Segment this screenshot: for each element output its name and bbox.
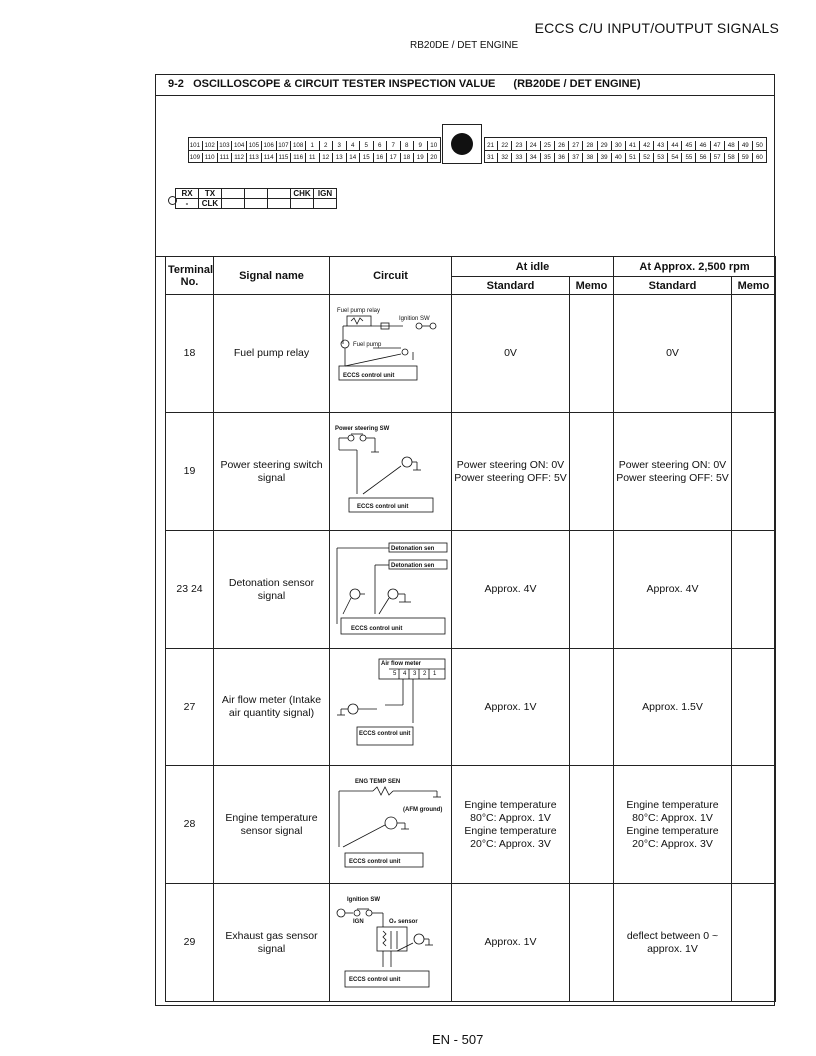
circuit-label: Power steering SW — [334, 425, 389, 432]
table-row — [166, 766, 776, 884]
connector-pin: 108 — [291, 141, 306, 150]
section-title — [168, 78, 641, 90]
header-signal: Signal name — [214, 257, 330, 295]
table-row — [166, 531, 776, 649]
signal-name: Exhaust gas sensor signal — [214, 884, 330, 1002]
connector-pin: 56 — [696, 153, 710, 162]
connector-row — [188, 141, 306, 150]
rpm-memo — [732, 531, 776, 649]
circuit-label: (AFM ground) — [402, 806, 442, 813]
circuit-diagram — [330, 649, 452, 766]
connector-pin: 57 — [711, 153, 725, 162]
signal-name: Power steering switch signal — [214, 413, 330, 531]
terminal-no: 28 — [166, 766, 214, 884]
idle-standard: Engine temperature 80°C: Approx. 1V Engine temperature 20°C: Approx. 3V — [452, 766, 570, 884]
connector-pin: 55 — [682, 153, 696, 162]
circuit-label: Air flow meter — [380, 661, 421, 667]
engine-temp-circuit-icon — [333, 775, 449, 875]
connector-pin: 3 — [333, 141, 347, 150]
connector-pin: 60 — [753, 153, 767, 162]
connector-pin: 21 — [484, 141, 498, 150]
header-idle-standard: Standard — [452, 277, 570, 295]
connector-pin: 12 — [320, 153, 334, 162]
idle-memo — [570, 295, 614, 413]
connector-row — [484, 153, 626, 162]
circuit-diagram — [330, 295, 452, 413]
connector-pin: 16 — [374, 153, 388, 162]
circuit-label: Ignition SW — [398, 315, 430, 322]
title-divider — [155, 95, 775, 96]
connector-pin: 5 — [360, 141, 374, 150]
connector-pin: 51 — [626, 153, 640, 162]
connector-pin: 28 — [583, 141, 597, 150]
connector-pin: 29 — [598, 141, 612, 150]
header-idle: At idle — [452, 257, 614, 277]
connector-pin: 19 — [414, 153, 428, 162]
connector-pin: 58 — [725, 153, 739, 162]
idle-memo — [570, 884, 614, 1002]
terminal-no: 19 — [166, 413, 214, 531]
connector-pin: 10 — [428, 141, 442, 150]
terminal-no: 23 24 — [166, 531, 214, 649]
connector-pin: 111 — [218, 153, 233, 162]
terminal-no: 29 — [166, 884, 214, 1002]
connector-pin: 107 — [277, 141, 292, 150]
rpm-standard: Power steering ON: 0V Power steering OFF: 5V — [614, 413, 732, 531]
section-number: 9-2 — [168, 78, 184, 90]
connector-pin: 26 — [555, 141, 569, 150]
connector-row — [626, 153, 767, 162]
connector-pin: 103 — [218, 141, 233, 150]
connector-pin: 109 — [188, 153, 203, 162]
connector-pin: 13 — [333, 153, 347, 162]
connector-pin: 47 — [711, 141, 725, 150]
connector-pin: 40 — [612, 153, 626, 162]
idle-standard: Approx. 4V — [452, 531, 570, 649]
diag-pin: CLK — [199, 199, 222, 209]
rpm-memo — [732, 766, 776, 884]
page-header-subtitle: RB20DE / DET ENGINE — [410, 40, 519, 51]
idle-standard: 0V — [452, 295, 570, 413]
connector-pin: 25 — [541, 141, 555, 150]
connector-pin: 1 — [306, 141, 320, 150]
connector-pin: 43 — [654, 141, 668, 150]
idle-standard: Approx. 1V — [452, 649, 570, 766]
diag-pin: - — [176, 199, 199, 209]
connector-pin: 101 — [188, 141, 203, 150]
circuit-diagram — [330, 884, 452, 1002]
circuit-label: ECCS control unit — [348, 858, 400, 865]
signal-name: Detonation sensor signal — [214, 531, 330, 649]
connector-pin: 24 — [527, 141, 541, 150]
connector-row — [306, 141, 441, 150]
signal-name: Air flow meter (Intake air quantity signal) — [214, 649, 330, 766]
connector-right-mid — [484, 150, 767, 151]
connector-pin: 2 — [320, 141, 334, 150]
diag-pin: RX — [176, 189, 199, 199]
diagnosis-connector — [175, 188, 337, 209]
diag-pin — [268, 199, 291, 209]
inspection-table — [165, 256, 776, 1002]
connector-pin: 38 — [583, 153, 597, 162]
exhaust-gas-circuit-icon — [333, 893, 449, 993]
diag-pin — [291, 199, 314, 209]
rpm-standard: deflect between 0 ~ approx. 1V — [614, 884, 732, 1002]
connector-pin: 27 — [569, 141, 583, 150]
diag-pin — [245, 189, 268, 199]
connector-pin: 15 — [360, 153, 374, 162]
rpm-standard: Approx. 4V — [614, 531, 732, 649]
page-number: EN - 507 — [432, 1032, 484, 1047]
connector-pin: 9 — [414, 141, 428, 150]
rpm-standard: Engine temperature 80°C: Approx. 1V Engine temperature 20°C: Approx. 3V — [614, 766, 732, 884]
rpm-memo — [732, 884, 776, 1002]
table-row — [166, 413, 776, 531]
circuit-label: 3 — [412, 671, 416, 677]
table-row — [166, 649, 776, 766]
connector-pin: 114 — [262, 153, 277, 162]
connector-pin: 31 — [484, 153, 498, 162]
connector-pin: 46 — [696, 141, 710, 150]
connector-pin: 44 — [668, 141, 682, 150]
rpm-standard: 0V — [614, 295, 732, 413]
connector-pin: 8 — [401, 141, 415, 150]
connector-pin: 4 — [347, 141, 361, 150]
circuit-diagram — [330, 766, 452, 884]
connector-pin: 115 — [277, 153, 292, 162]
connector-pin: 106 — [262, 141, 277, 150]
idle-memo — [570, 413, 614, 531]
connector-pin: 17 — [387, 153, 401, 162]
header-idle-memo: Memo — [570, 277, 614, 295]
terminal-no: 27 — [166, 649, 214, 766]
signal-name: Fuel pump relay — [214, 295, 330, 413]
circuit-label: Detonation sen — [390, 545, 434, 552]
section-heading: OSCILLOSCOPE & CIRCUIT TESTER INSPECTION VALUE — [193, 78, 496, 90]
circuit-label: Ignition SW — [346, 896, 380, 903]
connector-pin: 33 — [512, 153, 526, 162]
idle-memo — [570, 649, 614, 766]
table-row — [166, 295, 776, 413]
header-circuit: Circuit — [330, 257, 452, 295]
rpm-standard: Approx. 1.5V — [614, 649, 732, 766]
circuit-label: IGN — [352, 918, 364, 925]
connector-pin: 34 — [527, 153, 541, 162]
idle-memo — [570, 766, 614, 884]
section-engine: (RB20DE / DET ENGINE) — [513, 78, 641, 90]
connector-pin: 32 — [498, 153, 512, 162]
connector-pin: 112 — [232, 153, 247, 162]
circuit-diagram — [330, 413, 452, 531]
circuit-diagram — [330, 531, 452, 649]
connector-pin: 42 — [640, 141, 654, 150]
diag-pin: TX — [199, 189, 222, 199]
diag-pin — [245, 199, 268, 209]
connector-pin: 41 — [626, 141, 640, 150]
connector-pin: 53 — [654, 153, 668, 162]
connector-pin: 49 — [739, 141, 753, 150]
connector-pin: 54 — [668, 153, 682, 162]
circuit-label: Fuel pump — [352, 341, 381, 348]
circuit-label: Detonation sen — [390, 562, 434, 569]
connector-pin: 102 — [203, 141, 218, 150]
header-rpm: At Approx. 2,500 rpm — [614, 257, 776, 277]
diag-pin — [268, 189, 291, 199]
connector-pin: 20 — [428, 153, 442, 162]
circuit-label: Fuel pump relay — [336, 307, 380, 314]
connector-pin: 35 — [541, 153, 555, 162]
diag-pin — [314, 199, 337, 209]
connector-lock — [442, 124, 482, 164]
circuit-label: ECCS control unit — [348, 976, 400, 983]
connector-row — [626, 141, 767, 150]
connector-pin: 110 — [203, 153, 218, 162]
circuit-label: 2 — [422, 671, 426, 677]
circuit-label: 4 — [402, 671, 406, 677]
rpm-memo — [732, 413, 776, 531]
table-row — [166, 884, 776, 1002]
fuel-pump-circuit-icon — [333, 304, 449, 404]
power-steering-circuit-icon — [333, 422, 449, 522]
diag-pin — [222, 189, 245, 199]
idle-standard: Power steering ON: 0V Power steering OFF: 5V — [452, 413, 570, 531]
header-rpm-memo: Memo — [732, 277, 776, 295]
connector-pin: 50 — [753, 141, 767, 150]
connector-lock-icon — [451, 133, 473, 155]
connector-pin: 59 — [739, 153, 753, 162]
idle-standard: Approx. 1V — [452, 884, 570, 1002]
diag-pin — [222, 199, 245, 209]
circuit-label: ECCS control unit — [356, 503, 408, 510]
connector-row — [484, 141, 626, 150]
connector-pin: 39 — [598, 153, 612, 162]
connector-pin: 104 — [232, 141, 247, 150]
air-flow-meter-circuit-icon — [333, 657, 449, 757]
connector-pin: 36 — [555, 153, 569, 162]
diag-pin: CHK — [291, 189, 314, 199]
connector-pin: 105 — [247, 141, 262, 150]
connector-pin: 45 — [682, 141, 696, 150]
connector-pin: 37 — [569, 153, 583, 162]
connector-pin: 116 — [291, 153, 306, 162]
circuit-label: ECCS control unit — [350, 625, 402, 632]
connector-row — [306, 153, 441, 162]
connector-left-mid — [188, 150, 441, 151]
diag-pin: IGN — [314, 189, 337, 199]
connector-pin: 14 — [347, 153, 361, 162]
circuit-label: 5 — [392, 671, 396, 677]
circuit-label: ECCS control unit — [342, 372, 394, 379]
rpm-memo — [732, 295, 776, 413]
connector-pin: 113 — [247, 153, 262, 162]
detonation-sensor-circuit-icon — [333, 540, 449, 640]
connector-pin: 18 — [401, 153, 415, 162]
connector-pin: 30 — [612, 141, 626, 150]
rpm-memo — [732, 649, 776, 766]
connector-pin: 11 — [306, 153, 320, 162]
connector-pin: 6 — [374, 141, 388, 150]
connector-pin: 22 — [498, 141, 512, 150]
idle-memo — [570, 531, 614, 649]
page-header-title: ECCS C/U INPUT/OUTPUT SIGNALS — [534, 20, 779, 36]
terminal-no: 18 — [166, 295, 214, 413]
circuit-label: 1 — [432, 671, 436, 677]
header-terminal: Terminal No. — [166, 257, 214, 295]
connector-pin: 7 — [387, 141, 401, 150]
connector-pin: 52 — [640, 153, 654, 162]
connector-pin: 48 — [725, 141, 739, 150]
circuit-label: ENG TEMP SEN — [354, 778, 400, 785]
connector-row — [188, 153, 306, 162]
circuit-label: ECCS control unit — [358, 731, 410, 737]
connector-pin: 23 — [512, 141, 526, 150]
header-rpm-standard: Standard — [614, 277, 732, 295]
signal-name: Engine temperature sensor signal — [214, 766, 330, 884]
circuit-label: O₂ sensor — [388, 918, 418, 925]
